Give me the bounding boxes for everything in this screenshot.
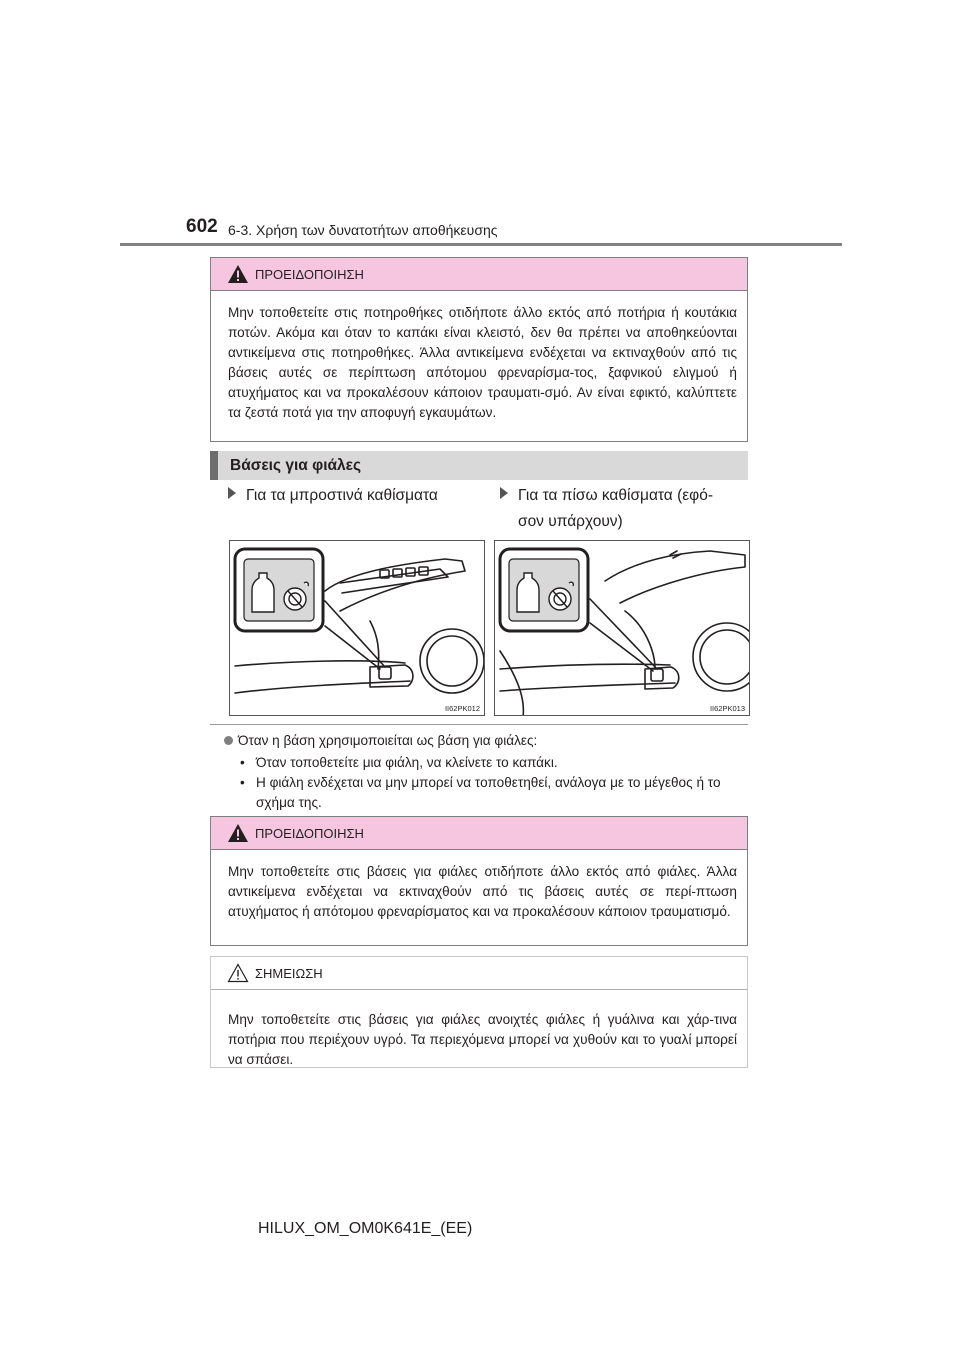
- circle-bullet-icon: [224, 736, 233, 745]
- caption-rear-seats: [500, 483, 750, 535]
- bullet-dot-icon: •: [240, 755, 245, 770]
- header-rule: [120, 243, 842, 246]
- warning-box-bottom: [210, 816, 748, 946]
- caption-front-text: Για τα μπροστινά καθίσματα: [246, 487, 438, 504]
- figure-code-left: II62PK012: [444, 704, 480, 713]
- warning-label: ΠΡΟΕΙΔΟΠΟΙΗΣΗ: [255, 825, 364, 841]
- bullet-dot-icon: •: [240, 775, 245, 790]
- note-header: [211, 957, 747, 990]
- list-item: [240, 753, 745, 773]
- usage-list: [240, 753, 745, 813]
- note-text: Μην τοποθετείτε στις βάσεις για φιάλες ανοιχτές φιάλες ή γυάλινα και χάρ-τινα ποτήρια που περιέχουν υγρό. Τα περιεχόμενα μπορεί να χυθούν και το γυαλί μπορεί να σπάσει.: [228, 1012, 737, 1067]
- caution-triangle-outline-icon: [227, 963, 249, 983]
- usage-intro-text: Όταν η βάση χρησιμοποιείται ως βάση για φιάλες:: [238, 733, 538, 748]
- note-label: ΣΗΜΕΙΩΣΗ: [255, 965, 323, 981]
- list-item: [240, 773, 745, 813]
- list-item-text: Όταν τοποθετείτε μια φιάλη, να κλείνετε το καπάκι.: [256, 755, 558, 770]
- warning-header: [211, 258, 747, 291]
- rear-door-illustration: [495, 541, 750, 716]
- figure-front-door-bottle-holder: [229, 540, 485, 716]
- section-title: 6-3. Χρήση των δυνατοτήτων αποθήκευσης: [228, 222, 498, 238]
- triangle-bullet-icon: [228, 487, 236, 499]
- note-box: [210, 956, 748, 1068]
- subheading-bottle-holders: [210, 451, 748, 480]
- warning-triangle-icon: [227, 823, 249, 843]
- warning-box-top: [210, 257, 748, 442]
- subheading-bar: [210, 451, 218, 480]
- warning-label: ΠΡΟΕΙΔΟΠΟΙΗΣΗ: [255, 266, 364, 282]
- subheading-text: Βάσεις για φιάλες: [230, 456, 362, 474]
- warning-text: Μην τοποθετείτε στις βάσεις για φιάλες οτιδήποτε άλλο εκτός από φιάλες. Άλλα αντικείμενα ενδέχεται να εκτιναχθούν από τις βάσεις αυτές σε περί-πτωση ατυχήματος ή απότομου φρεναρίσματος και να προκαλέσουν κάποιον τραυματισμό.: [228, 864, 737, 919]
- caption-rear-text-1: Για τα πίσω καθίσματα (εφό-: [518, 487, 713, 504]
- figure-rear-door-bottle-holder: [494, 540, 750, 716]
- warning-triangle-icon: [227, 264, 249, 284]
- warning-text: Μην τοποθετείτε στις ποτηροθήκες οτιδήποτε άλλο εκτός από ποτήρια ή κουτάκια ποτών. Ακόμα και όταν το καπάκι είναι κλειστό, δεν θα πρέπει να αποθηκεύονται αντικείμενα στις ποτηροθήκες. Άλλα αντικείμενα ενδέχεται να εκτιναχθούν από τις βάσεις αυτές σε περίπτωση απότομου φρεναρίσμα-τος, ξαφνικού ελιγμού ή ατυχήματος και να προκαλέσουν κάποιον τραυματι-σμό. Αν είναι εφικτό, καλύπτετε τα ζεστά ποτά για την αποφυγή εγκαυμάτων.: [228, 305, 737, 420]
- warning-header: [211, 817, 747, 850]
- section-divider: [210, 724, 748, 725]
- caption-rear-text-2: σον υπάρχουν): [518, 513, 623, 530]
- usage-intro: [224, 731, 537, 751]
- front-door-illustration: [230, 541, 485, 716]
- caption-front-seats: [228, 483, 438, 509]
- page-number: 602: [186, 216, 218, 237]
- list-item-text: Η φιάλη ενδέχεται να μην μπορεί να τοποθετηθεί, ανάλογα με το μέγεθος ή το σχήμα της.: [256, 775, 721, 810]
- document-footer: HILUX_OM_OM0K641E_(EE): [258, 1220, 473, 1237]
- figure-code-right: II62PK013: [709, 704, 745, 713]
- triangle-bullet-icon: [500, 487, 508, 499]
